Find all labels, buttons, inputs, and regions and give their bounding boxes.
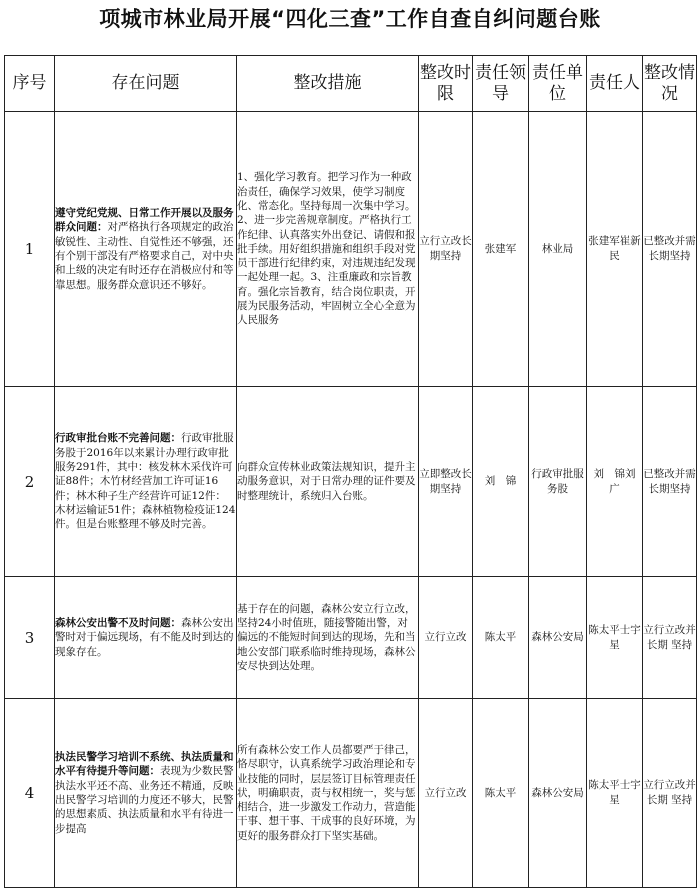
table-row — [5, 699, 697, 888]
header-measures: 整改措施 — [237, 56, 419, 112]
table-row — [5, 577, 697, 699]
problem-cell — [55, 699, 237, 888]
table-header-row — [5, 56, 697, 112]
unit-cell: 森林公安局 — [529, 699, 587, 888]
problem-lead: 森林公安出警不及时问题： — [55, 617, 181, 630]
table-row — [5, 387, 697, 577]
header-status: 整改情况 — [643, 56, 697, 112]
deadline-cell: 立行立改 — [419, 577, 473, 699]
row-index: 4 — [5, 699, 55, 888]
leader-cell: 张建军 — [473, 112, 529, 387]
status-cell: 立行立改并长期 坚持 — [643, 577, 697, 699]
problem-body: 行政审批服务股于2016年以来累计办理行政审批服务291件，其中：核发林木采伐许可证88件；木竹材经营加工许可证16件；林木种子生产经营许可证12件：木材运输证51件；森林植物检疫证124件。但是台账整理不够及时完善。 — [55, 432, 236, 531]
table-row — [5, 112, 697, 387]
header-unit: 责任单位 — [529, 56, 587, 112]
status-cell: 已整改并需长期坚持 — [643, 387, 697, 577]
row-index: 3 — [5, 577, 55, 699]
problem-lead: 行政审批台账不完善问题： — [55, 432, 181, 445]
leader-cell: 陈太平 — [473, 699, 529, 888]
status-cell: 立行立改并长期 坚持 — [643, 699, 697, 888]
person-cell: 张建军崔新民 — [587, 112, 643, 387]
row-index: 2 — [5, 387, 55, 577]
deadline-cell: 立即整改长期坚持 — [419, 387, 473, 577]
leader-cell: 刘 锦 — [473, 387, 529, 577]
header-problem: 存在问题 — [55, 56, 237, 112]
measures-cell: 向群众宣传林业政策法规知识，提升主动服务意识，对于日常办理的证件要及时整理统计，系统归入台账。 — [237, 387, 419, 577]
problem-cell — [55, 577, 237, 699]
problem-cell — [55, 112, 237, 387]
header-person: 责任人 — [587, 56, 643, 112]
leader-cell: 陈太平 — [473, 577, 529, 699]
problem-body: 对严格执行各项规定的政治敏锐性、主动性、自觉性还不够强，还有个别干部没有严格要求自己，对中央和上级的决定有时还存在消极应付和等靠思想。服务群众意识还不够好。 — [55, 221, 234, 291]
person-cell: 陈太平士宇星 — [587, 699, 643, 888]
person-cell: 刘 锦刘 广 — [587, 387, 643, 577]
unit-cell: 行政审批服务股 — [529, 387, 587, 577]
unit-cell: 林业局 — [529, 112, 587, 387]
problem-body: 森林公安出警时对于偏远现场，有不能及时到达的现象存在。 — [55, 617, 234, 658]
page-title: 项城市林业局开展“四化三查”工作自查自纠问题台账 — [99, 7, 601, 31]
problem-lead: 执法民警学习培训不系统、执法质量和水平有待提升等问题： — [55, 751, 234, 778]
problem-lead: 遵守党纪党规、日常工作开展以及服务群众问题： — [55, 207, 234, 234]
measures-cell: 所有森林公安工作人员都要严于律己，恪尽职守，认真系统学习政治理论和专业技能的同时，层层签订目标管理责任状，明确职责，责与权相统一，奖与惩相结合，进一步激发工作动力，营造能干事、想干事、干成事的良好环境，为更好的服务群众打下坚实基础。 — [237, 699, 419, 888]
header-leader: 责任领导 — [473, 56, 529, 112]
header-index: 序号 — [5, 56, 55, 112]
deadline-cell: 立行立改 — [419, 699, 473, 888]
measures-cell: 1、强化学习教育。把学习作为一种政治责任，确保学习效果，使学习制度化、常态化。坚持每周一次集中学习。2、进一步完善规章制度。严格执行工作纪律、认真落实外出登记、请假和报批手续。用好组织措施和组织手段对党员干部进行纪律约束，对违规违纪发现一起处理一起。3、注重廉政和宗旨教育。强化宗旨教育，结合岗位职责，开展为民服务活动，牢固树立全心全意为人民服务 — [237, 112, 419, 387]
row-index: 1 — [5, 112, 55, 387]
rectification-ledger-table — [4, 55, 697, 888]
person-cell: 陈太平士宇星 — [587, 577, 643, 699]
measures-cell: 基于存在的问题，森林公安立行立改，坚持24小时值班，随接警随出警，对偏远的不能短时间到达的现场，先和当地公安部门联系临时维持现场，森林公安尽快到达处理。 — [237, 577, 419, 699]
header-deadline: 整改时限 — [419, 56, 473, 112]
deadline-cell: 立行立改长期坚持 — [419, 112, 473, 387]
problem-body: 表现为少数民警执法水平还不高、业务还不精通，反映出民警学习培训的力度还不够大，民警的思想素质、执法质量和水平有待进一步提高 — [55, 765, 234, 835]
problem-cell — [55, 387, 237, 577]
status-cell: 已整改并需长期坚持 — [643, 112, 697, 387]
unit-cell: 森林公安局 — [529, 577, 587, 699]
